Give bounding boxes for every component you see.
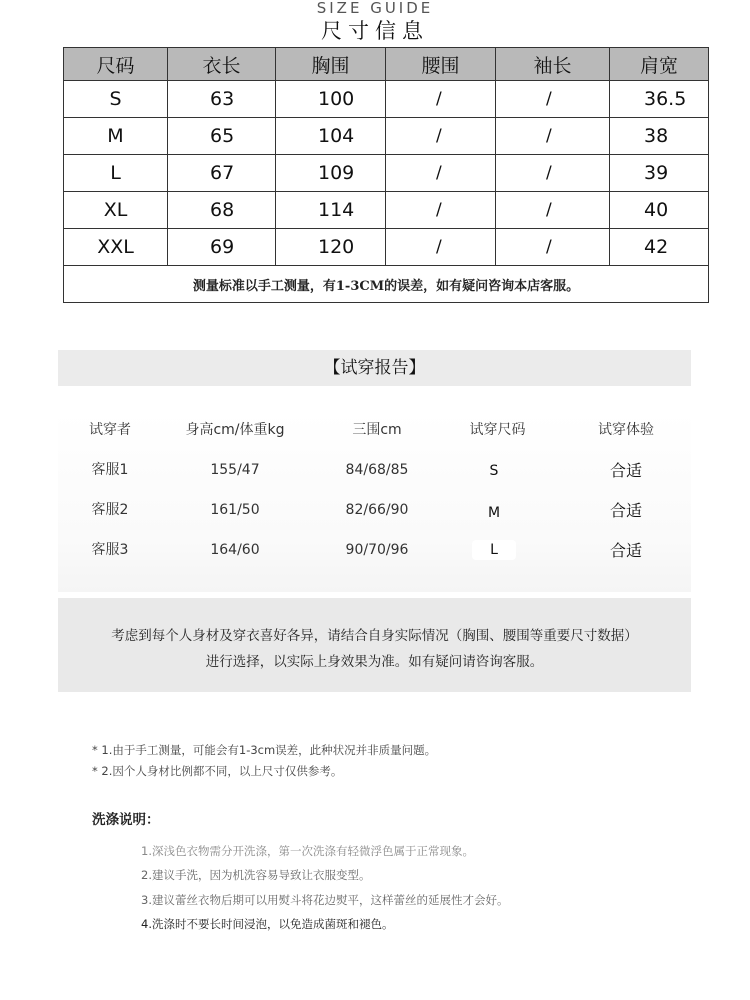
footnote-2: * 2.因个人身材比例都不同，以上尺寸仅供参考。 xyxy=(92,764,343,778)
chest-cell: 109 xyxy=(276,155,386,192)
fitting-report-title: 【试穿报告】 xyxy=(323,358,426,378)
report-height-weight: 155/47 xyxy=(210,462,260,478)
washing-title: 洗涤说明： xyxy=(92,812,160,828)
size-cell: M xyxy=(64,118,168,155)
size-cell: L xyxy=(64,155,168,192)
waist-cell: / xyxy=(386,118,496,155)
report-measurements: 82/66/90 xyxy=(345,502,409,518)
length-cell: 65 xyxy=(168,118,276,155)
report-header-experience: 试穿体验 xyxy=(598,422,654,438)
washing-item-2: 2.建议手洗，因为机洗容易导致让衣服变型。 xyxy=(141,868,371,882)
length-cell: 67 xyxy=(168,155,276,192)
report-tester: 客服1 xyxy=(91,462,129,478)
table-row xyxy=(64,192,709,229)
sleeve-cell: / xyxy=(496,118,610,155)
sleeve-cell: / xyxy=(496,155,610,192)
washing-item-1: 1.深浅色衣物需分开洗涤，第一次洗涤有轻微浮色属于正常现象。 xyxy=(141,844,474,858)
size-cell: XL xyxy=(64,192,168,229)
size-guide-title-en: SIZE GUIDE xyxy=(316,0,434,17)
size-cell: S xyxy=(64,81,168,118)
table-row xyxy=(64,118,709,155)
chest-cell: 120 xyxy=(276,229,386,266)
shoulder-cell: 42 xyxy=(610,229,709,266)
waist-cell: / xyxy=(386,229,496,266)
table-row xyxy=(64,81,709,118)
chest-cell: 114 xyxy=(276,192,386,229)
report-tester: 客服3 xyxy=(91,542,129,558)
measurement-note: 测量标准以手工测量，有1-3CM的误差，如有疑问咨询本店客服。 xyxy=(64,266,709,303)
shoulder-cell: 39 xyxy=(610,155,709,192)
size-guide-title-zh: 尺寸信息 xyxy=(321,19,429,43)
report-tester: 客服2 xyxy=(91,502,129,518)
report-experience: 合适 xyxy=(609,541,642,560)
length-cell: 63 xyxy=(168,81,276,118)
report-header-measurements: 三围cm xyxy=(352,422,402,438)
report-experience: 合适 xyxy=(609,461,642,480)
length-cell: 69 xyxy=(168,229,276,266)
report-height-weight: 164/60 xyxy=(210,542,260,558)
column-header-shoulder: 肩宽 xyxy=(610,48,709,81)
size-table xyxy=(63,47,709,303)
size-cell: XXL xyxy=(64,229,168,266)
washing-item-4: 4.洗涤时不要长时间浸泡，以免造成菌斑和褪色。 xyxy=(141,917,394,931)
sleeve-cell: / xyxy=(496,81,610,118)
chest-cell: 104 xyxy=(276,118,386,155)
shoulder-cell: 36.5 xyxy=(610,81,709,118)
footnote-1: * 1.由于手工测量，可能会有1-3cm误差，此种状况并非质量问题。 xyxy=(92,743,437,757)
column-header-chest: 胸围 xyxy=(276,48,386,81)
table-row xyxy=(64,229,709,266)
report-size: L xyxy=(472,540,516,560)
column-header-size: 尺码 xyxy=(64,48,168,81)
report-experience: 合适 xyxy=(609,501,642,520)
column-header-sleeve: 袖长 xyxy=(496,48,610,81)
report-header-tester: 试穿者 xyxy=(89,422,131,438)
report-header-size: 试穿尺码 xyxy=(469,422,526,438)
shoulder-cell: 40 xyxy=(610,192,709,229)
length-cell: 68 xyxy=(168,192,276,229)
sleeve-cell: / xyxy=(496,192,610,229)
report-measurements: 90/70/96 xyxy=(345,542,409,558)
report-height-weight: 161/50 xyxy=(210,502,260,518)
shoulder-cell: 38 xyxy=(610,118,709,155)
size-table-header-row xyxy=(64,48,709,81)
washing-item-3: 3.建议蕾丝衣物后期可以用熨斗将花边熨平，这样蕾丝的延展性才会好。 xyxy=(141,893,509,907)
report-measurements: 84/68/85 xyxy=(345,462,409,478)
advice-text-line-1: 考虑到每个人身材及穿衣喜好各异，请结合自身实际情况（胸围、腰围等重要尺寸数据） xyxy=(111,628,638,644)
column-header-length: 衣长 xyxy=(168,48,276,81)
report-size: S xyxy=(489,463,499,479)
chest-cell: 100 xyxy=(276,81,386,118)
waist-cell: / xyxy=(386,155,496,192)
advice-box xyxy=(58,598,691,692)
advice-text-line-2: 进行选择，以实际上身效果为准。如有疑问请咨询客服。 xyxy=(205,654,544,670)
table-row xyxy=(64,155,709,192)
waist-cell: / xyxy=(386,81,496,118)
report-size: M xyxy=(487,505,501,521)
size-table-note-row xyxy=(64,266,709,303)
column-header-waist: 腰围 xyxy=(386,48,496,81)
sleeve-cell: / xyxy=(496,229,610,266)
report-header-height-weight: 身高cm/体重kg xyxy=(185,422,285,438)
waist-cell: / xyxy=(386,192,496,229)
